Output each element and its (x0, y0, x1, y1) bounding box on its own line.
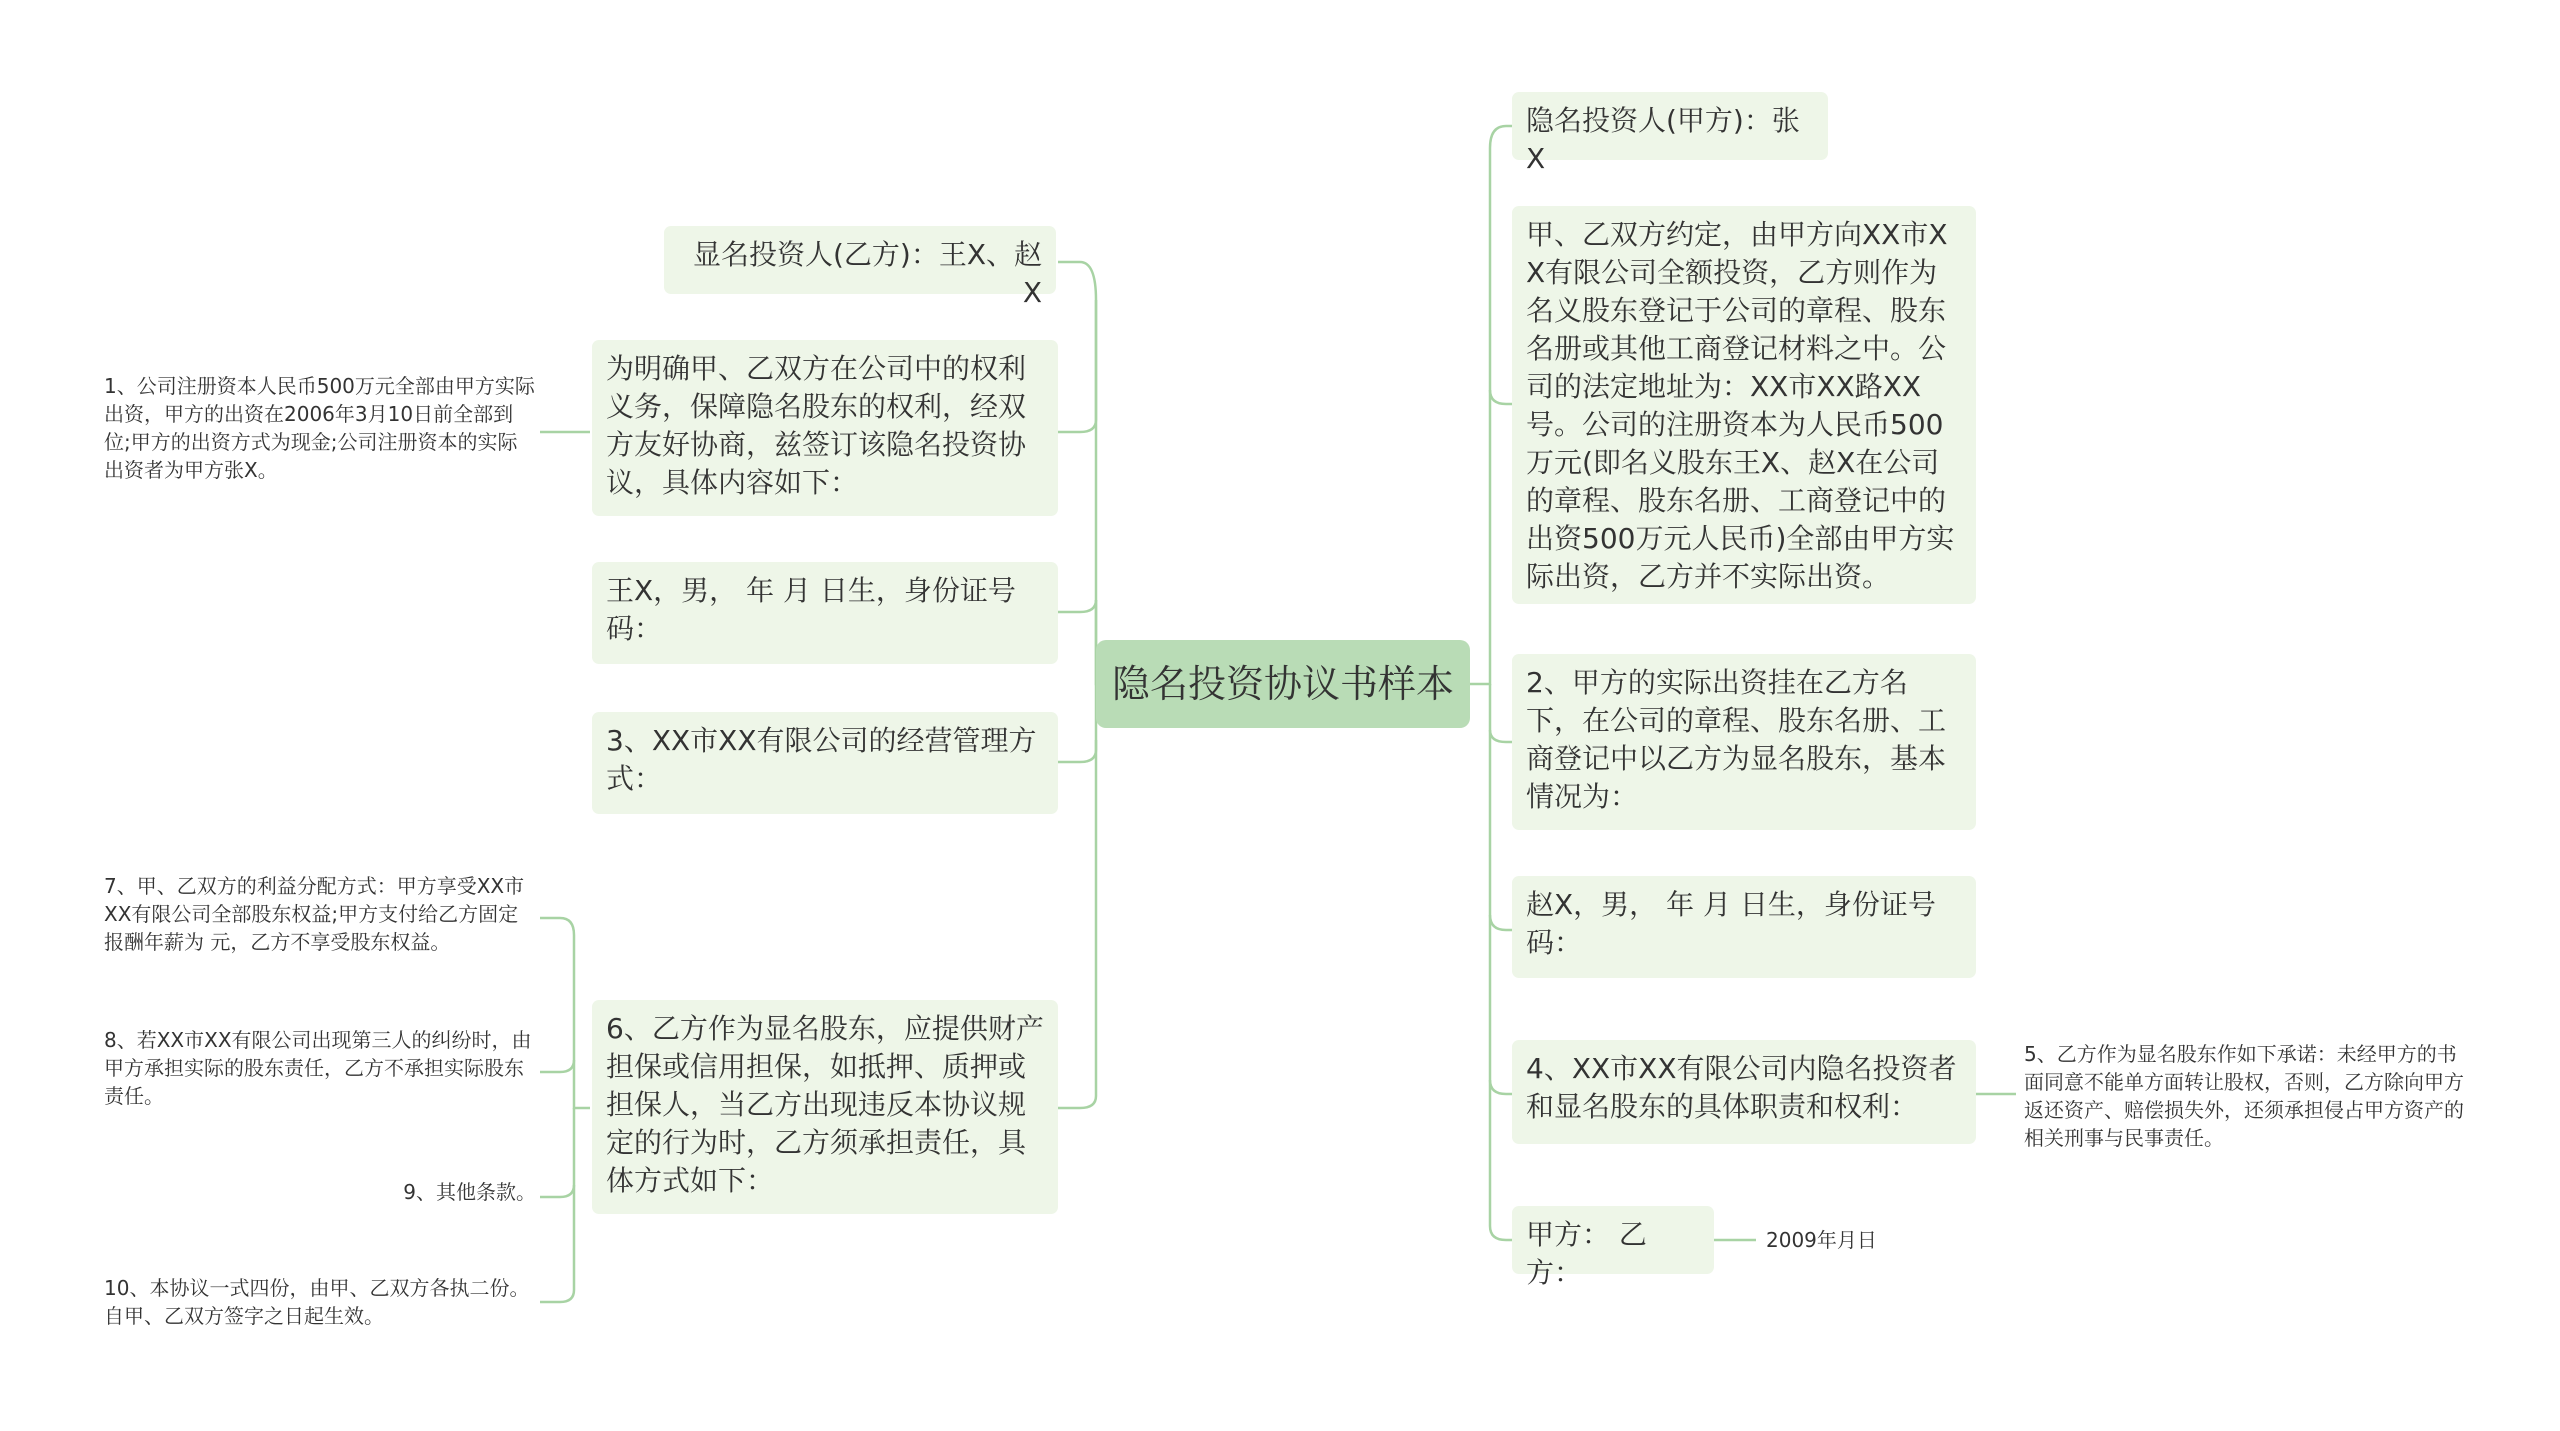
left-leaf-dispute[interactable] (104, 1026, 536, 1110)
connector-right-n5 (1490, 915, 1512, 1094)
connector-left-n3 (1058, 600, 1096, 612)
connector-right-n6 (1490, 1080, 1512, 1240)
right-node-registration-label: 2、甲方的实际出资挂在乙方名下，在公司的章程、股东名册、工商登记中以乙方为显名股东，基本情况为： (1526, 666, 1947, 813)
left-node-purpose-label: 为明确甲、乙双方在公司中的权利义务，保障隐名股东的权利，经双方友好协商，兹签订该隐名投资协议，具体内容如下： (606, 352, 1027, 499)
left-node-wang-id-label: 王X，男， 年 月 日生，身份证号码： (606, 574, 1016, 645)
right-node-signatures[interactable] (1512, 1206, 1714, 1289)
right-node-zhao-id[interactable] (1512, 876, 1976, 978)
right-node-duties-label: 4、XX市XX有限公司内隐名投资者和显名股东的具体职责和权利： (1526, 1052, 1957, 1123)
left-leaf-copies-label: 10、本协议一式四份，由甲、乙双方各执二份。自甲、乙双方签字之日起生效。 (104, 1276, 530, 1328)
connector-right-n2 (1490, 390, 1512, 404)
left-node-nominal-investor[interactable] (664, 226, 1056, 309)
left-node-management-label: 3、XX市XX有限公司的经营管理方式： (606, 724, 1037, 795)
right-node-duties[interactable] (1512, 1040, 1976, 1144)
connector-left-n2 (1058, 300, 1096, 432)
right-node-hidden-investor-label: 隐名投资人(甲方)：张X (1526, 104, 1800, 175)
left-node-wang-id[interactable] (592, 562, 1058, 664)
right-node-hidden-investor[interactable] (1512, 92, 1828, 175)
left-node-purpose[interactable] (592, 340, 1058, 516)
connector-left-n5-trunk (540, 918, 590, 1108)
right-leaf-date-label: 2009年月日 (1766, 1228, 1877, 1252)
left-node-guarantee[interactable] (592, 1000, 1058, 1214)
connector-right-n3 (1490, 730, 1512, 742)
right-node-agreement-label: 甲、乙双方约定，由甲方向XX市XX有限公司全额投资，乙方则作为名义股东登记于公司的章程、股东名册或其他工商登记材料之中。公司的法定地址为：XX市XX路XX号。公司的注册资本为人民币500万元(即名义股东王X、赵X在公司的章程、股东名册、工商登记中的出资500万元人民币)全部由甲方实际出资，乙方并不实际出资。 (1526, 218, 1955, 593)
right-node-agreement[interactable] (1512, 206, 1976, 604)
right-node-zhao-id-label: 赵X，男， 年 月 日生，身份证号码： (1526, 888, 1936, 959)
left-leaf-other[interactable] (104, 1178, 536, 1206)
left-leaf-capital-label: 1、公司注册资本人民币500万元全部由甲方实际出资，甲方的出资在2006年3月10日前全部到位;甲方的出资方式为现金;公司注册资本的实际出资者为甲方张X。 (104, 374, 535, 482)
connector-left-n5-leaf2 (540, 1060, 574, 1072)
connector-right-n4 (1490, 684, 1512, 930)
root-topic[interactable] (1096, 640, 1470, 728)
connector-left-n5-leaf4 (540, 1185, 574, 1302)
connector-left-n5 (1058, 740, 1096, 1108)
left-node-guarantee-label: 6、乙方作为显名股东，应提供财产担保或信用担保，如抵押、质押或担保人，当乙方出现违反本协议规定的行为时，乙方须承担责任，具体方式如下： (606, 1012, 1044, 1197)
left-leaf-copies[interactable] (104, 1274, 536, 1330)
left-leaf-profit-label: 7、甲、乙双方的利益分配方式：甲方享受XX市XX有限公司全部股东权益;甲方支付给乙方固定报酬年薪为 元，乙方不享受股东权益。 (104, 874, 525, 954)
right-node-registration[interactable] (1512, 654, 1976, 830)
left-leaf-capital[interactable] (104, 372, 536, 484)
connector-left-n4 (1058, 684, 1096, 762)
left-leaf-other-label: 9、其他条款。 (403, 1180, 536, 1204)
left-node-management[interactable] (592, 712, 1058, 814)
right-node-signatures-label: 甲方： 乙方： (1526, 1218, 1647, 1289)
right-leaf-commitment-label: 5、乙方作为显名股东作如下承诺：未经甲方的书面同意不能单方面转让股权，否则，乙方除向甲方返还资产、赔偿损失外，还须承担侵占甲方资产的相关刑事与民事责任。 (2024, 1042, 2464, 1150)
right-leaf-date[interactable] (1766, 1226, 1986, 1254)
connector-left-n5-leaf3 (540, 1108, 574, 1197)
right-leaf-commitment[interactable] (2024, 1040, 2468, 1152)
left-leaf-profit[interactable] (104, 872, 536, 956)
connector-root-left (1058, 262, 1108, 684)
left-leaf-dispute-label: 8、若XX市XX有限公司出现第三人的纠纷时，由甲方承担实际的股东责任，乙方不承担实际股东责任。 (104, 1028, 532, 1108)
root-topic-label: 隐名投资协议书样本 (1111, 662, 1454, 706)
left-node-nominal-investor-label: 显名投资人(乙方)：王X、赵X (692, 238, 1042, 309)
